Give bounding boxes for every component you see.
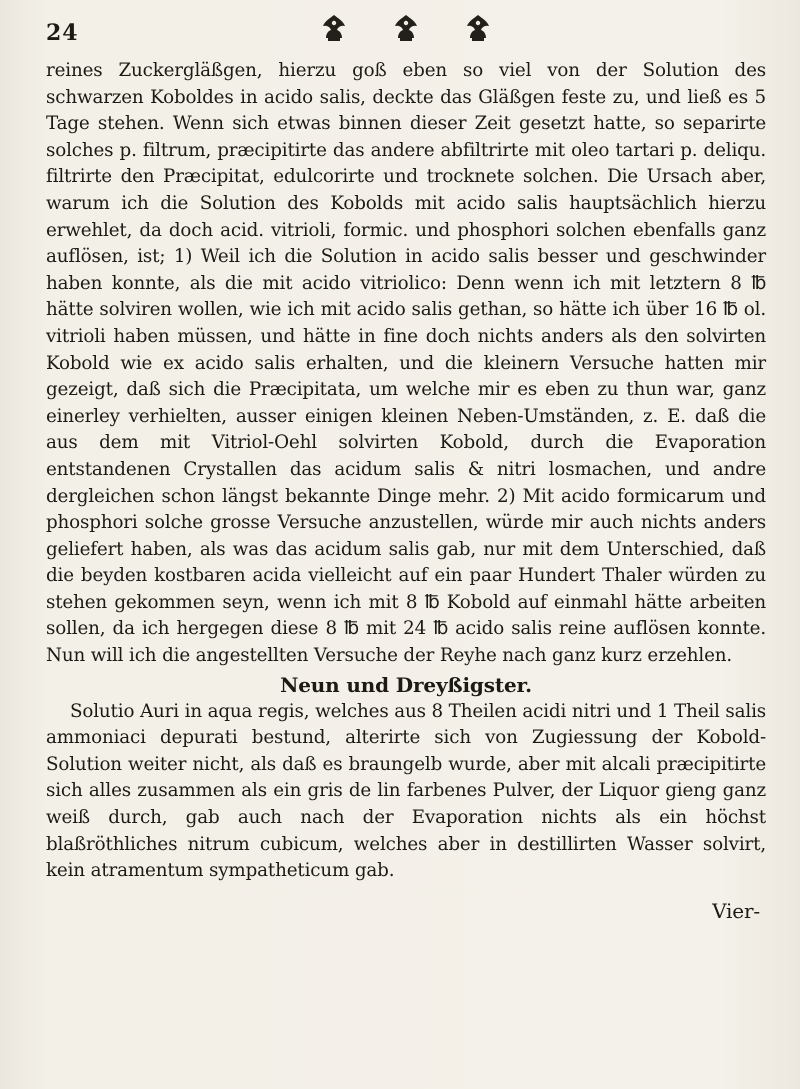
page-body — [46, 58, 766, 925]
page-number: 24 — [46, 20, 79, 46]
fleuron-icon — [316, 13, 352, 43]
fleuron-icon — [388, 13, 424, 43]
body-paragraph: reines Zuckergläßgen, hierzu goß eben so viel von der Solution des schwarzen Koboldes in acido salis, deckte das Gläßgen feste zu, und ließ es 5 Tage stehen. Wenn sich etwas binnen dieser Zeit gesetzt hatte, so separirte solches p. filtrum, præcipitirte das andere abfiltrirte mit oleo tartari p. deliqu. filtrirte den Præcipitat, edulcorirte und trocknete solchen. Die Ursach aber, warum ich die Solution des Kobolds mit acido salis hauptsächlich hierzu erwehlet, da doch acid. vitrioli, formic. und phosphori solchen ebenfalls ganz auflösen, ist; 1) Weil ich die Solution in acido salis besser und geschwinder haben konnte, als die mit acido vitriolico: Denn wenn ich mit letztern 8 ℔ hätte solviren wollen, wie ich mit acido salis gethan, so hätte ich über 16 ℔ ol. vitrioli haben müssen, und hätte in fine doch nichts anders als den solvirten Kobold wie ex acido salis erhalten, und die kleinern Versuche hatten mir gezeigt, daß sich die Præcipitata, um welche mir es eben zu thun war, ganz einerley verhielten, ausser einigen kleinen Neben-Umständen, z. E. daß die aus dem mit Vitriol-Oehl solvirten Kobold, durch die Evaporation entstandenen Crystallen das acidum salis & nitri losmachen, und andre dergleichen schon längst bekannte Dinge mehr. 2) Mit acido formicarum und phosphori solche grosse Versuche anzustellen, würde mir auch nichts anders geliefert haben, als was das acidum salis gab, nur mit dem Unterschied, daß die beyden kostbaren acida vielleicht auf ein paar Hundert Thaler würden zu stehen gekommen seyn, wenn ich mit 8 ℔ Kobold auf einmahl hätte arbeiten sollen, da ich hergegen diese 8 ℔ mit 24 ℔ acido salis reine auflösen konnte. Nun will ich die angestellten Versuche der Reyhe nach ganz kurz erzehlen. — [46, 60, 766, 667]
section-heading: Neun und Dreyßigster. — [280, 672, 532, 697]
catchword: Vier- — [712, 898, 760, 923]
fleuron-icon — [460, 13, 496, 43]
page-header — [46, 8, 766, 48]
section-paragraph: Solutio Auri in aqua regis, welches aus 8 Theilen acidi nitri und 1 Theil salis ammoniaci depurati bestund, alterirte sich von Zugiessung der Kobold-Solution weiter nicht, als daß es braungelb wurde, aber mit alcali præcipitirte sich alles zusammen als ein gris de lin farbenes Pulver, der Liquor gieng ganz weiß durch, gab auch nach der Evaporation nichts als ein höchst blaßröthliches nitrum cubicum, welches aber in destillirten Wasser solvirt, kein atramentum sympatheticum gab. — [46, 700, 766, 882]
